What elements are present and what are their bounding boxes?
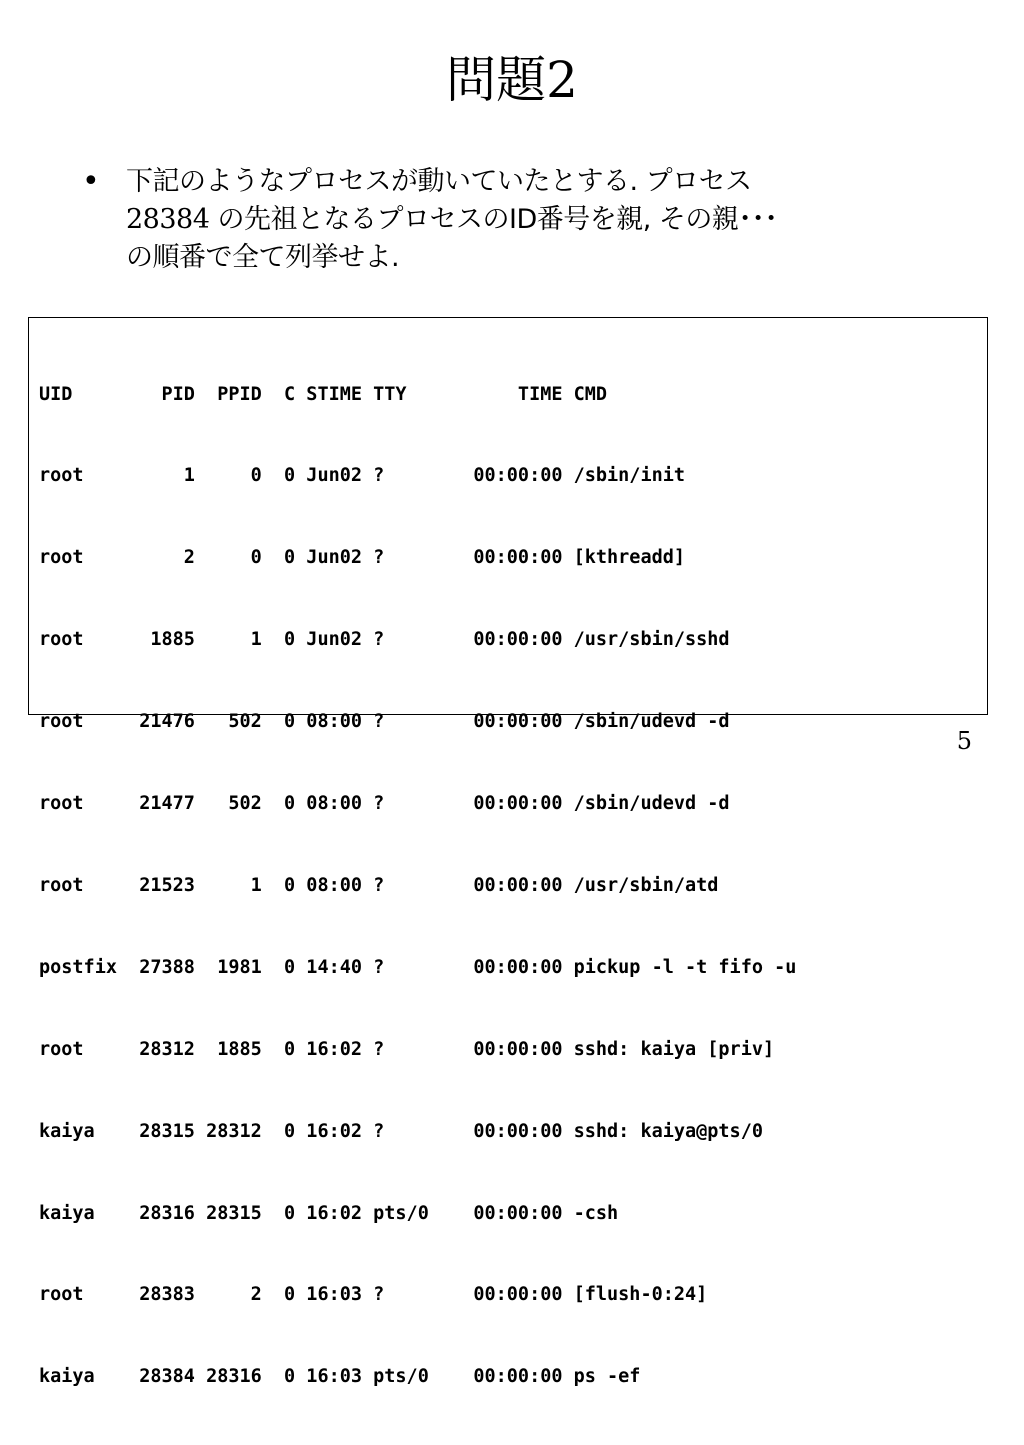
ps-row: root 21477 502 0 08:00 ? 00:00:00 /sbin/udevd -d <box>39 793 730 815</box>
bullet-marker: • <box>82 164 100 199</box>
ps-row: root 21476 502 0 08:00 ? 00:00:00 /sbin/udevd -d <box>39 711 730 733</box>
ps-row: kaiya 28315 28312 0 16:02 ? 00:00:00 sshd: kaiya@pts/0 <box>39 1120 763 1142</box>
ps-row: kaiya 28316 28315 0 16:02 pts/0 00:00:00 -csh <box>39 1202 619 1224</box>
bullet-line-2 <box>126 201 946 239</box>
slide-title: 問題2 <box>446 51 578 109</box>
ps-header-row: UID PID PPID C STIME TTY TIME CMD <box>39 383 608 405</box>
bullet-line-3: の順番で全て列挙せよ. <box>126 242 400 273</box>
ps-row: root 28383 2 0 16:03 ? 00:00:00 [flush-0:24] <box>39 1284 708 1306</box>
ps-row: root 28312 1885 0 16:02 ? 00:00:00 sshd: kaiya [priv] <box>39 1038 775 1060</box>
bullet-line-1: 下記のようなプロセスが動いていたとする. プロセス <box>126 166 752 197</box>
ps-row: root 21523 1 0 08:00 ? 00:00:00 /usr/sbin/atd <box>39 874 719 896</box>
ps-output-table <box>39 326 796 1445</box>
ps-row: root 1885 1 0 Jun02 ? 00:00:00 /usr/sbin/sshd <box>39 629 730 651</box>
page-number: 5 <box>956 727 972 755</box>
ps-output-box <box>28 317 988 1388</box>
bullet-text <box>126 163 946 277</box>
ps-row: root 1 0 0 Jun02 ? 00:00:00 /sbin/init <box>39 465 686 487</box>
ps-row: kaiya 28384 28316 0 16:03 pts/0 00:00:00 ps -ef <box>39 1366 641 1388</box>
ps-row: postfix 27388 1981 0 14:40 ? 00:00:00 pickup -l -t fifo -u <box>39 956 797 978</box>
process-id-number: 28384 <box>126 204 210 235</box>
bullet-line-2-rest: の先祖となるプロセスのID番号を親, その親･･･ <box>209 204 778 235</box>
ps-row: root 2 0 0 Jun02 ? 00:00:00 [kthreadd] <box>39 547 686 569</box>
